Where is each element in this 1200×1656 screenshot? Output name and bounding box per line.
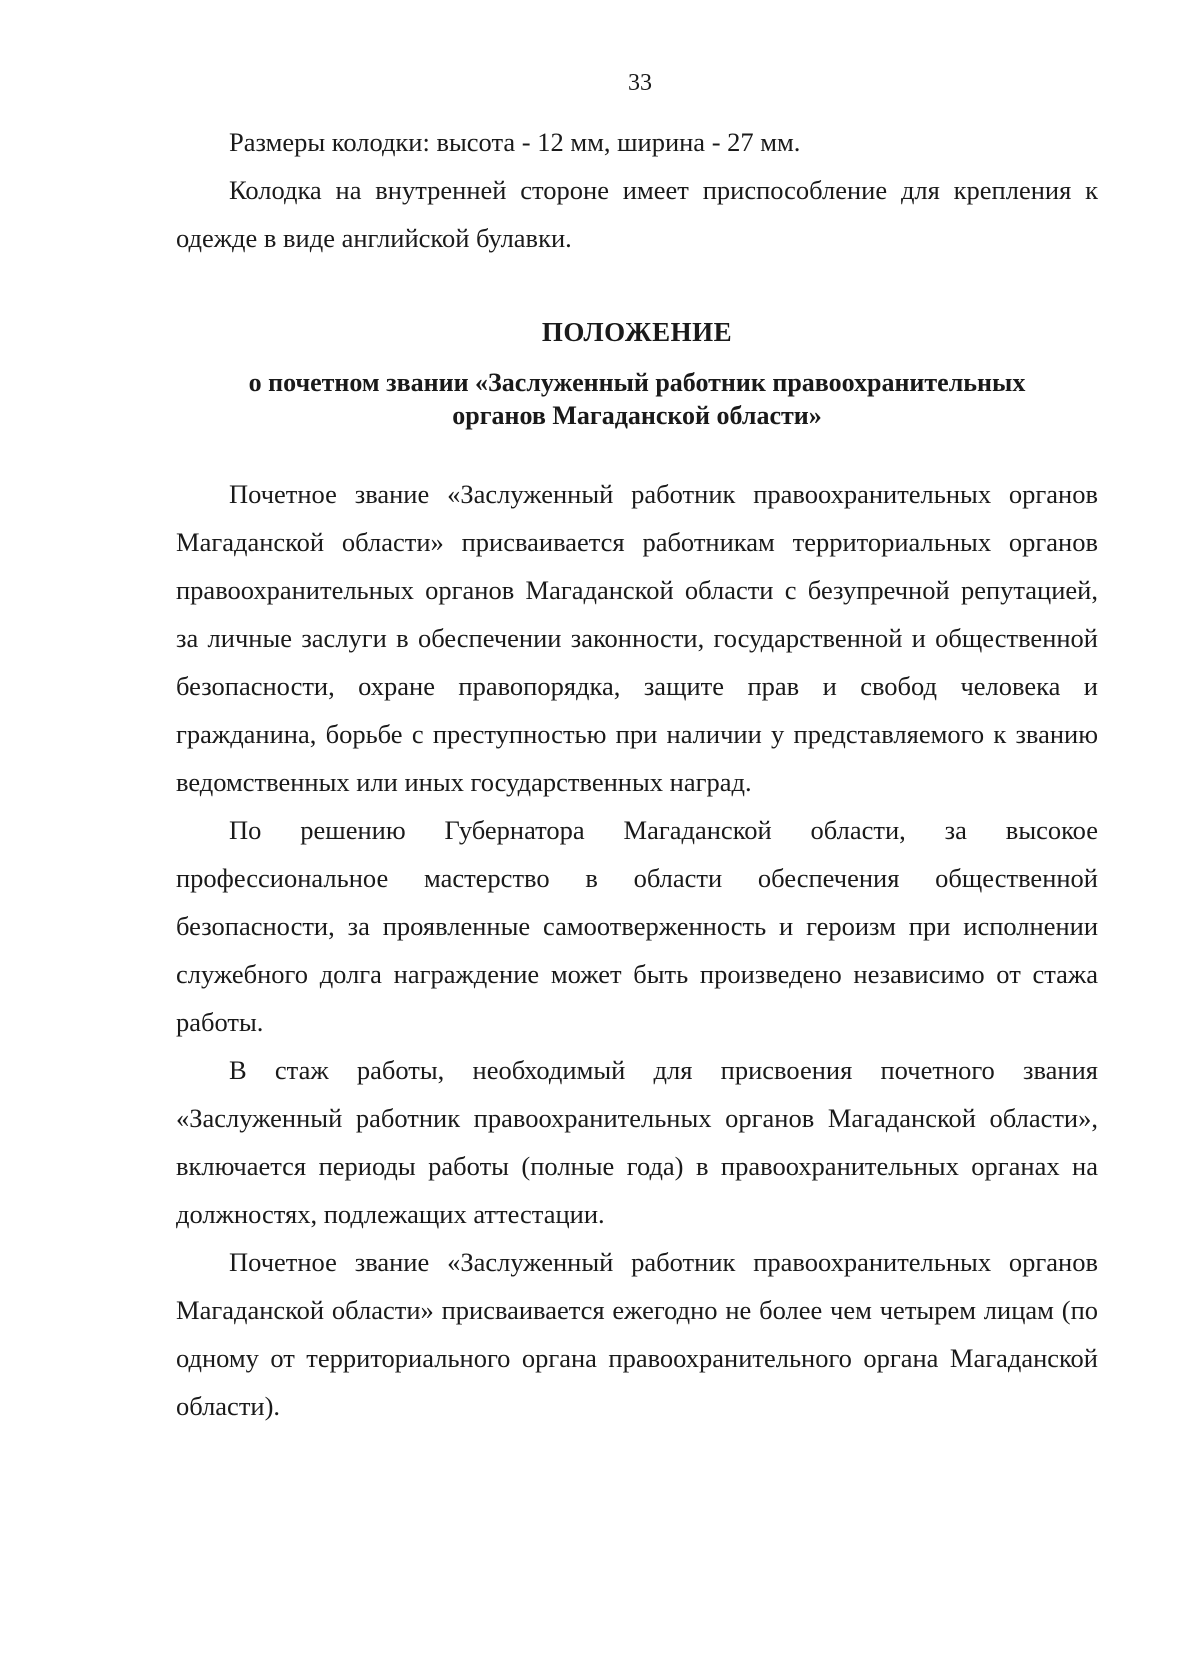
badge-size-text: Размеры колодки: высота - 12 мм, ширина - 27 мм.: [229, 127, 801, 157]
badge-clasp-paragraph: [176, 166, 1098, 262]
paragraph-governor-decision: По решению Губернатора Магаданской области, за высокое профессиональное мастерство в области обеспечения общественной безопасности, за проявленные самоотверженность и героизм при исполнении служебного долга награждение может быть произведено независимо от стажа работы.: [176, 815, 1098, 1037]
section-subtitle: [176, 366, 1098, 432]
section-subtitle-line-1: о почетном звании «Заслуженный работник правоохранительных: [248, 368, 1026, 397]
page-number: 33: [628, 70, 652, 96]
regulation-body: [176, 470, 1098, 1430]
section-subtitle-line-2: органов Магаданской области»: [452, 401, 822, 430]
section-title: ПОЛОЖЕНИЕ: [541, 317, 733, 347]
paragraph-service-record: В стаж работы, необходимый для присвоения почетного звания «Заслуженный работник правоохранительных органов Магаданской области», включается периоды работы (полные года) в правоохранительных органах на должностях, подлежащих аттестации.: [176, 1055, 1098, 1229]
paragraph-conferral: Почетное звание «Заслуженный работник правоохранительных органов Магаданской области» присваивается работникам территориальных органов правоохранительных органов Магаданской области с безупречной репутацией, за личные заслуги в обеспечении законности, государственной и общественной безопасности, охране правопорядка, защите прав и свобод человека и гражданина, борьбе с преступностью при наличии у представляемого к званию ведомственных или иных государственных наград.: [176, 479, 1098, 797]
badge-size-line: [176, 118, 1098, 166]
paragraph-annual-limit: Почетное звание «Заслуженный работник правоохранительных органов Магаданской области» присваивается ежегодно не более чем четырем лицам (по одному от территориального органа правоохранительного органа Магаданской области).: [176, 1247, 1098, 1421]
badge-clasp-text: Колодка на внутренней стороне имеет приспособление для крепления к одежде в виде английской булавки.: [176, 175, 1098, 253]
